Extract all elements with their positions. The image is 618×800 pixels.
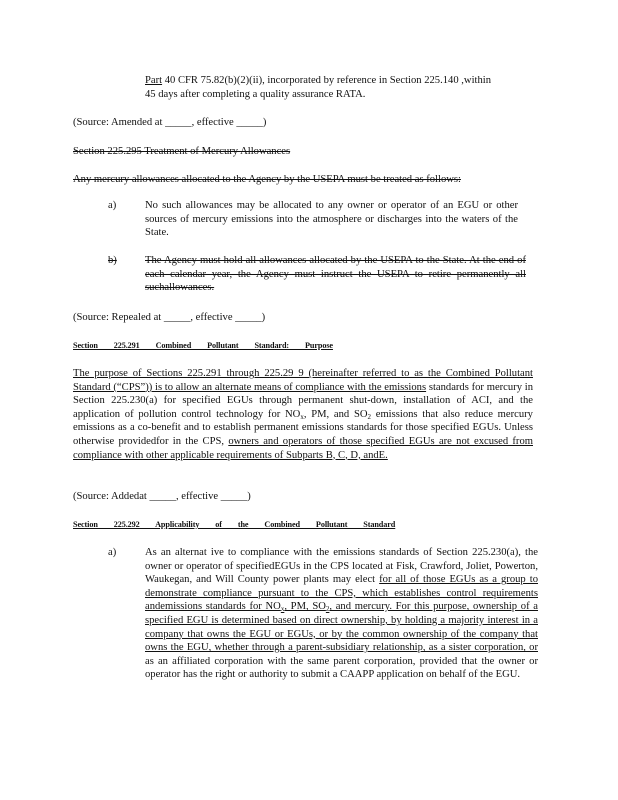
cps-purpose-tail-underlined: owners and operators of those specified EGUs are not excused from compliance with other applicable requirements of Subparts B, C, D, andE.: [73, 435, 533, 461]
nox-subscript: x: [300, 412, 304, 421]
applicability-plain-end: as an affiliated corporation with the same parent corporation, provided that the owner or operator has the right or authority to submit a CAAPP application on behalf of the EGU.: [145, 655, 538, 681]
applicability-a-text: [145, 546, 538, 682]
section-225-291-heading: Section 225.291 Combined Pollutant Standard: Purpose: [73, 341, 333, 350]
item-b-text: The Agency must hold all allowances allocated by the USEPA to the State. At the end of each calendar year, the Agency must instruct the USEPA to retire permanently all suchallowances.: [145, 255, 526, 294]
source-note-amended: (Source: Amended at _____, effective _____): [73, 117, 267, 128]
applicability-underlined2: , PM, SO: [284, 601, 326, 613]
continuation-line2: 45 days after completing a quality assurance RATA.: [145, 88, 366, 100]
item-a-text: No such allowances may be allocated to any owner or operator of an EGU or other sources of mercury emissions into the atmosphere or discharges into the waters of the State.: [145, 200, 518, 239]
item-b-label: b): [108, 255, 117, 266]
applicability-so2-subscript: 2: [325, 605, 330, 614]
cps-purpose-underlined: The purpose of Sections 225.291 through 225.29 9 (hereinafter referred to as the Combined Pollutant Standard (“CPS”)) is to allow an alternate means of compliance with the emissions: [73, 368, 533, 393]
section-225-292-heading: Section 225.292 Applicability of the Combined Pollutant Standard: [73, 520, 396, 529]
section-225-295-heading: Section 225.295 Treatment of Mercury Allowances: [73, 146, 291, 157]
continuation-paragraph: [145, 74, 533, 101]
cps-purpose-plain2: , PM, and SO: [303, 408, 368, 420]
source-note-repealed: (Source: Repealed at _____, effective _____): [73, 312, 266, 323]
applicability-plain: As an alternat ive to compliance with the emissions standards of Section 225.230(a), the owner or operator of specifiedEGUs in the CPS located at Fisk, Crawford, Joliet, Powerton, Waukegan, and Will County power plants may elect: [145, 547, 538, 586]
applicability-underlined3: , and mercury. For this purpose, ownership of a specified EGU is determined based on direct ownership, by holding a majority interest in a company that owns the EGU or EGUs, or by the common ownership of the company that owns the EGU, whether through a parent-subsidiary relationship, as a sister corporation, or: [145, 601, 539, 654]
section-225-291-body: [73, 367, 533, 462]
item-a-label: a): [108, 200, 117, 211]
section-225-295-intro: Any mercury allowances allocated to the Agency by the USEPA must be treated as follows:: [73, 174, 461, 185]
cps-purpose-plain: standards for mercury in Section 225.230(a) for specified EGUs through permanent shut-down, installation of ACI, and the application of pollution control technology for NO: [73, 381, 533, 420]
so2-subscript: 2: [367, 412, 371, 421]
applicability-a-label: a): [108, 547, 117, 558]
source-note-added: (Source: Addedat _____, effective _____): [73, 491, 251, 502]
applicability-nox-subscript: x: [280, 605, 285, 614]
continuation-line1: 40 CFR 75.82(b)(2)(ii), incorporated by reference in Section 225.140 ,within: [162, 75, 491, 86]
cps-purpose-plain3: emissions that also reduce mercury emissions as a co-benefit and to establish permanent emissions standards for those specified EGUs. Unless otherwise providedfor in the CPS,: [73, 408, 533, 447]
applicability-underlined: for all of those EGUs as a group to demonstrate compliance pursuant to the CPS, which establishes control requirements andemissions standards for NO: [145, 574, 538, 613]
part-reference: Part: [145, 75, 163, 86]
